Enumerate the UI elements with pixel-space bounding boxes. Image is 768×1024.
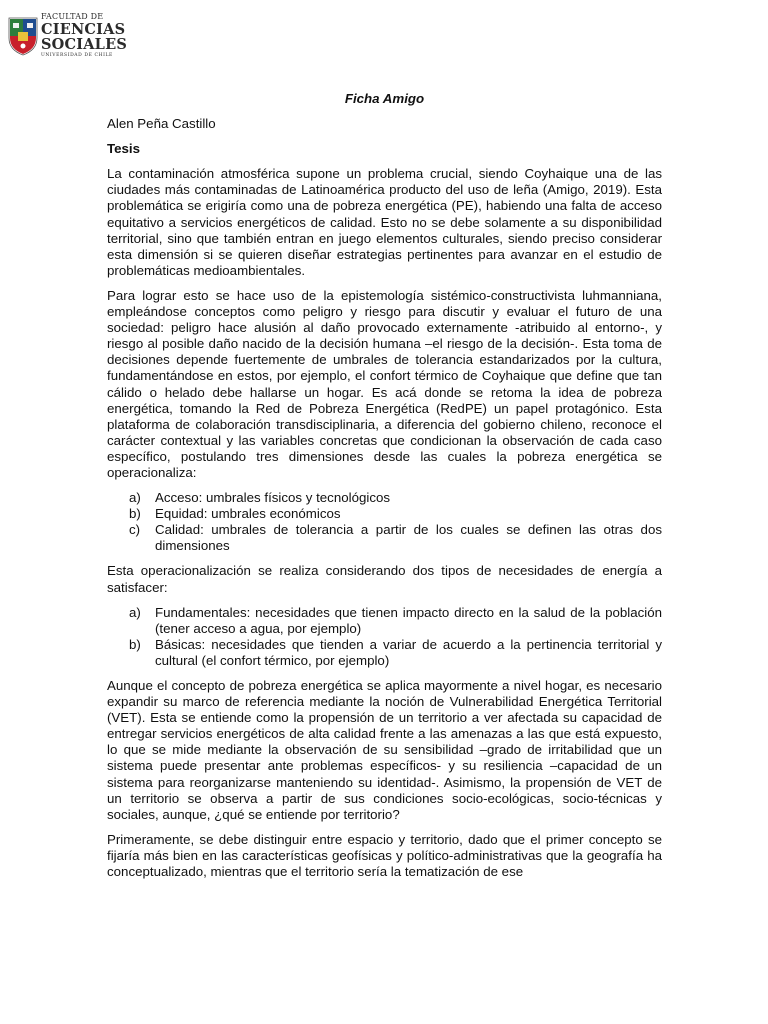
list-marker: a) [129,604,141,620]
paragraph: Para lograr esto se hace uso de la epistemología sistémico-constructivista luhmanniana, empleándose conceptos como peligro y riesgo para discutir y evaluar el futuro de una sociedad: peligro hace alusión al daño provocado externamente -atribuido al entorno-, y riesgo al posible daño nacido de la decisión humana –el riesgo de la decisión-. Esta toma de decisiones depende fuertemente de umbrales de tolerancia estandarizados por la cultura, fundamentándose en estos, por ejemplo, el confort térmico de Coyhaique que define que tan cálido o helado debe hallarse un hogar. Es acá donde se retoma la idea de pobreza energética, tomando la Red de Pobreza Energética (RedPE) un papel protagónico. Esta plataforma de colaboración transdisciplinaria, a diferencia del gobierno chileno, reconoce el carácter contextual y las variables concretas que condicionan la observación de cada caso específico, postulando tres dimensiones desde las cuales la pobreza energética se operacionaliza: [107,287,662,480]
list-marker: b) [129,506,141,522]
paragraph: Primeramente, se debe distinguir entre espacio y territorio, dado que el primer concepto se fijaría más bien en las características geofísicas y político-administrativas que la geografía ha conceptualizado, mientras que el territorio sería la tematización de ese [107,831,662,880]
author-name: Alen Peña Castillo [107,116,216,132]
dimensions-list [107,490,662,554]
list-marker: c) [129,522,141,538]
list-item [107,637,662,669]
document-title: Ficha Amigo [344,91,425,106]
logo-line-1: FACULTAD DE [41,12,104,21]
list-item-text: Equidad: umbrales económicos [155,506,341,522]
university-shield-icon [8,16,38,56]
list-marker: a) [129,490,141,506]
faculty-name [41,12,127,59]
list-item-text: Calidad: umbrales de tolerancia a partir de los cuales se definen las otras dos dimensiones [155,522,662,554]
logo-line-4: UNIVERSIDAD DE CHILE [41,53,113,58]
list-item [107,605,662,637]
document-body [107,91,662,889]
list-item-text: Fundamentales: necesidades que tienen impacto directo en la salud de la población (tener acceso a agua, por ejemplo) [155,604,662,636]
list-item [107,490,662,506]
list-item [107,522,662,554]
logo-line-2: CIENCIAS [41,21,126,38]
paragraph: Aunque el concepto de pobreza energética se aplica mayormente a nivel hogar, es necesario expandir su marco de referencia mediante la noción de Vulnerabilidad Energética Territorial (VET). Esta se entiende como la propensión de un territorio a ver afectada su capacidad de entregar servicios energéticos de alta calidad frente a las amenazas a las que está expuesto, lo que se mide mediante la observación de su sensibilidad –grado de irritabilidad que un sistema puede presentar ante problemas específicos- y su resiliencia –capacidad de un sistema para reorganizarse manteniendo su identidad-. Asimismo, la propensión de VET de un territorio se observa a partir de sus condiciones socio-ecológicas, socio-técnicas y sociales, aunque, ¿qué se entiende por territorio? [107,678,662,822]
list-item-text: Básicas: necesidades que tienden a variar de acuerdo a la pertinencia territorial y cultural (el confort térmico, por ejemplo) [155,636,662,668]
needs-list [107,605,662,669]
paragraph: La contaminación atmosférica supone un problema crucial, siendo Coyhaique una de las ciudades más contaminadas de Latinoamérica producto del uso de leña (Amigo, 2019). Esta problemática se erigiría como una de pobreza energética (PE), habiendo una falta de acceso equitativo a servicios energéticos de calidad. Esto no se debe solamente a su disponibilidad territorial, sino que también entran en juego elementos culturales, siendo preciso considerar esta dimensión si se quieren diseñar estrategias pertinentes para avanzar en el estudio de problemáticas medioambientales. [107,166,662,278]
list-marker: b) [129,636,141,652]
paragraph: Esta operacionalización se realiza considerando dos tipos de necesidades de energía a satisfacer: [107,563,662,595]
section-heading: Tesis [107,141,141,157]
faculty-logo [8,12,127,59]
list-item [107,506,662,522]
list-item-text: Acceso: umbrales físicos y tecnológicos [155,490,391,506]
logo-line-3: SOCIALES [41,36,127,53]
